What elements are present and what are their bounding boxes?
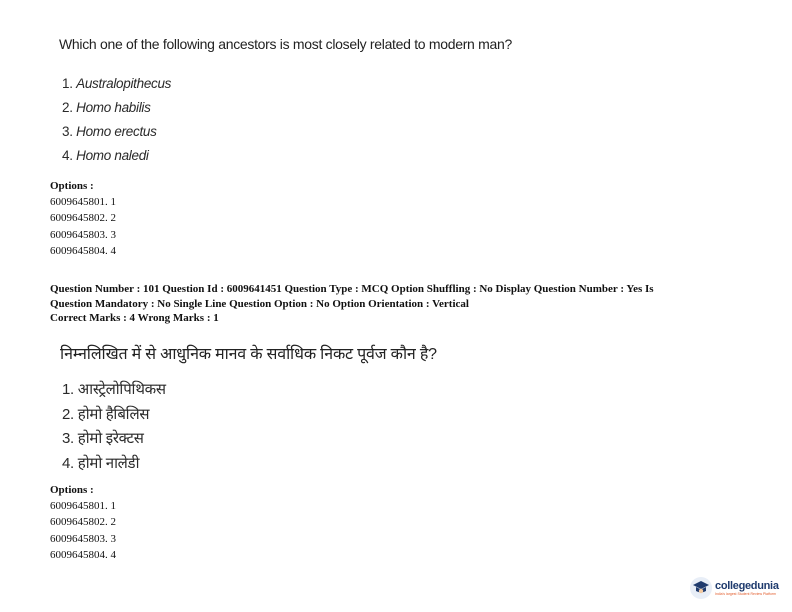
metadata-line-3: Correct Marks : 4 Wrong Marks : 1	[50, 312, 219, 324]
option-ids-block	[50, 482, 116, 563]
answer-option	[62, 452, 166, 477]
options-title: Options :	[50, 484, 94, 496]
answer-options-english	[62, 72, 171, 168]
logo-name: collegedunia	[715, 580, 779, 592]
logo-tagline: India's largest Student Review Platform	[715, 592, 776, 596]
option-id: 6009645802. 2	[50, 516, 116, 529]
option-id: 6009645803. 3	[50, 228, 116, 241]
answer-option	[62, 427, 166, 452]
option-id: 6009645803. 3	[50, 532, 116, 545]
collegedunia-logo	[690, 570, 790, 606]
answer-option	[62, 96, 171, 120]
option-id: 6009645804. 4	[50, 244, 116, 257]
option-text: Homo erectus	[76, 124, 157, 139]
answer-option	[62, 378, 166, 403]
option-text: होमो नालेडी	[77, 454, 140, 472]
option-number: 4.	[62, 454, 74, 472]
option-id: 6009645801. 1	[50, 196, 116, 209]
answer-option	[62, 403, 166, 428]
option-number: 3.	[62, 124, 73, 139]
option-number: 1.	[62, 76, 73, 91]
question-text-english: Which one of the following ancestors is most closely related to modern man?	[59, 36, 512, 52]
option-number: 1.	[62, 381, 74, 398]
metadata-line-2: Question Mandatory : No Single Line Question Option : No Option Orientation : Vertical	[50, 297, 469, 310]
graduation-cap-icon	[690, 577, 712, 599]
option-id: 6009645802. 2	[50, 212, 116, 225]
option-text: आस्ट्रेलोपिथिकस	[77, 381, 166, 398]
option-text: Australopithecus	[76, 76, 172, 91]
answer-option	[62, 72, 171, 96]
option-number: 2.	[62, 100, 73, 115]
option-id: 6009645801. 1	[50, 500, 116, 513]
options-title: Options :	[50, 180, 94, 192]
option-text: होमो इरेक्टस	[77, 430, 144, 447]
answer-option	[62, 144, 171, 168]
option-text: होमो हैबिलिस	[77, 405, 150, 423]
option-id: 6009645804. 4	[50, 548, 116, 561]
option-number: 2.	[62, 405, 74, 423]
answer-option	[62, 120, 171, 144]
metadata-line-1: Question Number : 101 Question Id : 6009641451 Question Type : MCQ Option Shuffling : No Display Question Number : Yes Is	[50, 283, 654, 295]
option-number: 4.	[62, 148, 73, 163]
option-text: Homo habilis	[76, 100, 151, 115]
question-text-hindi: निम्नलिखित में से आधुनिक मानव के सर्वाधिक निकट पूर्वज कौन है?	[60, 346, 437, 363]
option-number: 3.	[62, 430, 74, 447]
option-ids-block	[50, 178, 116, 259]
option-text: Homo naledi	[76, 148, 149, 163]
answer-options-hindi	[62, 378, 166, 476]
question-metadata	[50, 282, 750, 326]
